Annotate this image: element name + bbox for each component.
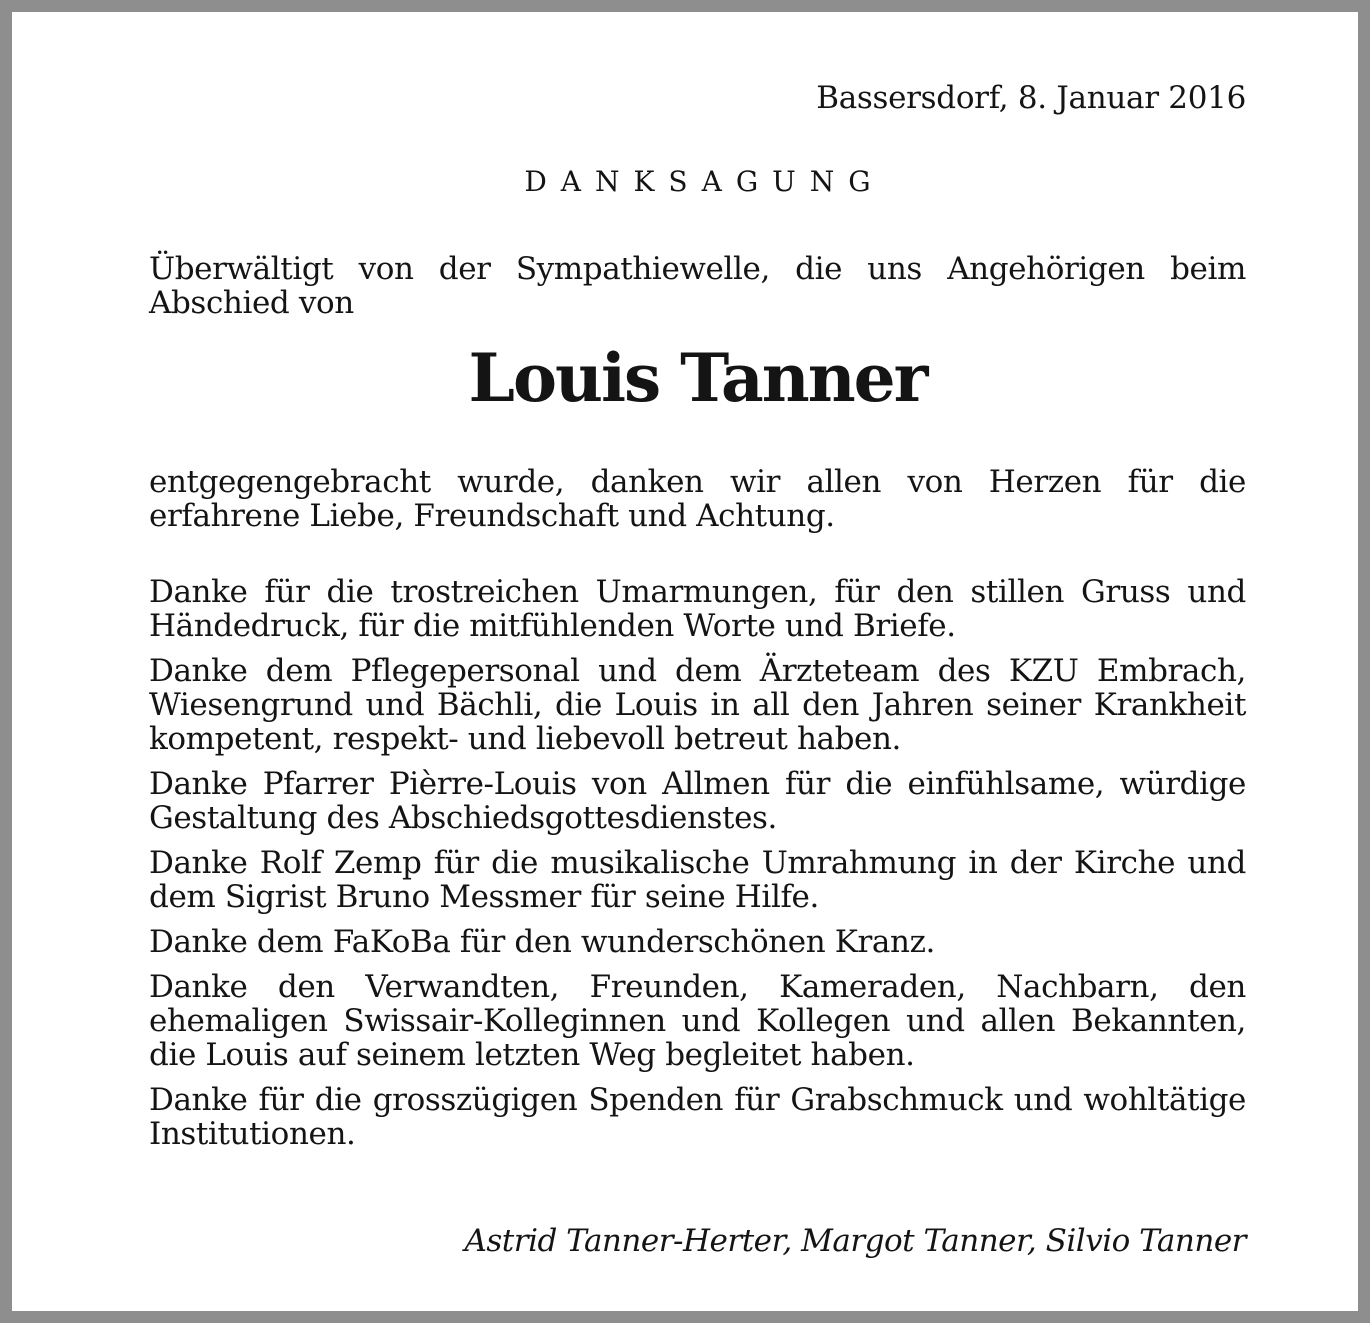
gratitude-text: entgegengebracht wurde, danken wir allen von Herzen für die erfahrene Liebe, Freundschaft und Achtung. bbox=[149, 464, 1246, 534]
thanks-paragraph: Danke Pfarrer Pièrre-Louis von Allmen für die einfühlsame, würdige Gestaltung des Abschiedsgottesdienstes. bbox=[149, 766, 1246, 836]
intro-text: Überwältigt von der Sympathiewelle, die uns Angehörigen beim Abschied von bbox=[149, 251, 1246, 321]
thanks-paragraph: Danke dem Pflegepersonal und dem Ärzteteam des KZU Embrach, Wiesengrund und Bächli, die Louis in all den Jahren seiner Krankheit kompetent, respekt- und liebevoll betreut haben. bbox=[149, 653, 1246, 757]
thanks-paragraph: Danke für die grosszügigen Spenden für Grabschmuck und wohltätige Institutionen. bbox=[149, 1082, 1246, 1152]
thanks-paragraph: Danke den Verwandten, Freunden, Kameraden, Nachbarn, den ehemaligen Swissair-Kolleginnen und Kollegen und allen Bekannten, die Louis auf seinem letzten Weg begleitet haben. bbox=[149, 969, 1246, 1073]
thanks-paragraph: Danke Rolf Zemp für die musikalische Umrahmung in der Kirche und dem Sigrist Bruno Messmer für seine Hilfe. bbox=[149, 845, 1246, 915]
place-date: Bassersdorf, 8. Januar 2016 bbox=[816, 80, 1246, 116]
thanks-paragraphs bbox=[149, 575, 1246, 1162]
notice-heading: DANKSAGUNG bbox=[524, 165, 885, 198]
thanks-paragraph: Danke dem FaKoBa für den wunderschönen Kranz. bbox=[149, 924, 935, 960]
deceased-name: Louis Tanner bbox=[468, 339, 927, 417]
thanks-paragraph: Danke für die trostreichen Umarmungen, für den stillen Gruss und Händedruck, für die mitfühlenden Worte und Briefe. bbox=[149, 574, 1246, 644]
signature-names: Astrid Tanner-Herter, Margot Tanner, Silvio Tanner bbox=[464, 1223, 1246, 1259]
